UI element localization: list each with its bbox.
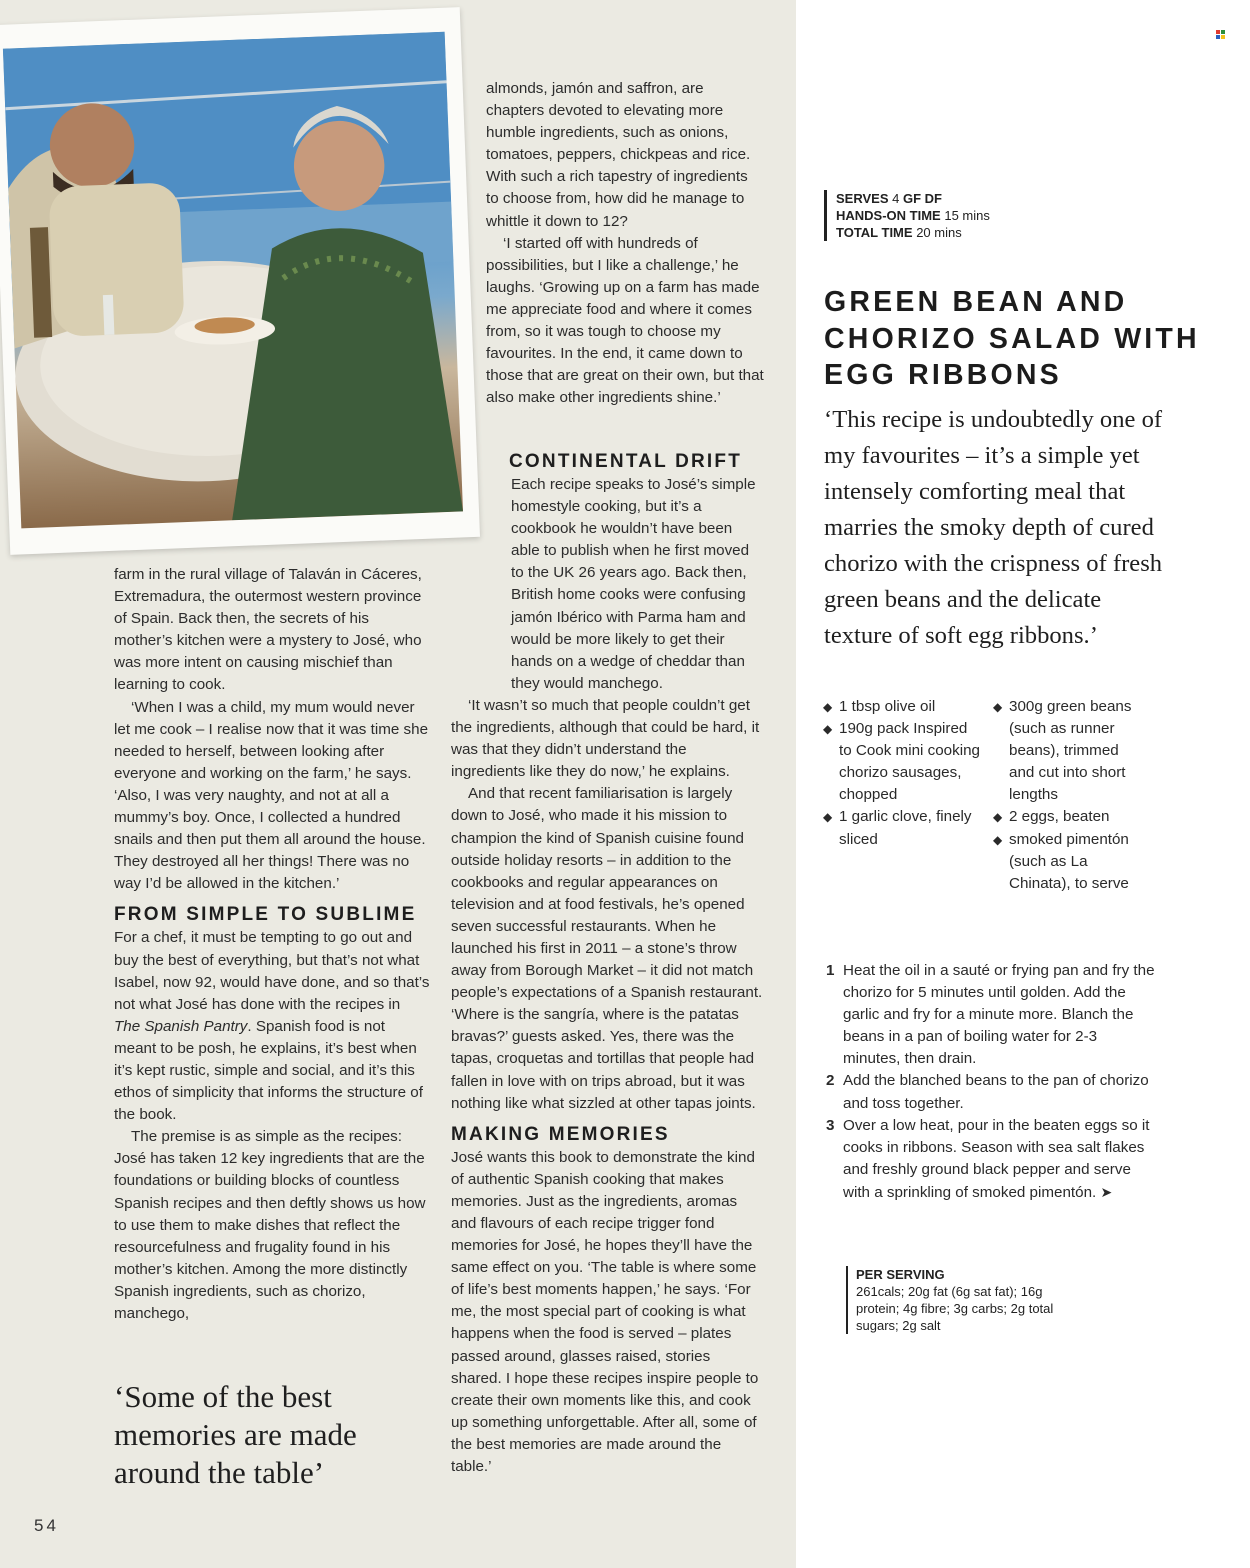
serves-value: 4 [892, 191, 900, 206]
left-paragraph-3 [114, 927, 430, 1126]
nutrition-box [846, 1266, 1076, 1334]
ingredient-item [993, 806, 1148, 828]
photo-scene-icon [3, 32, 463, 529]
subheading-simple-to-sublime: FROM SIMPLE TO SUBLIME [114, 904, 417, 926]
diamond-bullet-icon: ◆ [823, 722, 833, 737]
middle-paragraph-1: almonds, jamón and saffron, are chapters devoted to elevating more humble ingredients, such as onions, tomatoes, peppers, chickpeas and rice. With such a rich tapestry of ingredients to choose from, how did he manage to whittle it down to 12? [486, 80, 751, 230]
article-column-middle-top [486, 78, 764, 409]
serves-line [836, 190, 990, 207]
step-text: Over a low heat, pour in the beaten eggs so it cooks in ribbons. Season with sea salt flakes and freshly ground black pepper and serve with a sprinkling of smoked pimentón. [843, 1116, 1150, 1201]
ingredient-text: 1 tbsp olive oil [839, 698, 936, 715]
article-column-left [114, 564, 430, 1325]
diamond-bullet-icon: ◆ [993, 700, 1003, 714]
recipe-intro: ‘This recipe is undoubtedly one of my favourites – it’s a simple yet intensely comforting meal that marries the smoky depth of cured chorizo with the crispness of fresh green beans and the delicate texture of soft egg ribbons.’ [824, 406, 1163, 649]
ingredient-item [993, 696, 1148, 806]
ingredient-text: 2 eggs, beaten [1009, 808, 1110, 826]
step-number: 1 [826, 962, 835, 979]
pull-quote: ‘Some of the best memories are made around the table’ [114, 1379, 357, 1490]
hands-on-value: 15 mins [944, 208, 990, 223]
total-time-value: 20 mins [916, 225, 962, 240]
middle-paragraph-3: Each recipe speaks to José’s simple homestyle cooking, but it’s a cookbook he wouldn’t have been able to publish when he first moved to the UK 26 years ago. Back then, British home cooks were confusing jamón Ibérico with Parma ham and would be more likely to get their hands on a wedge of cheddar than they would manchego. [511, 476, 756, 692]
middle-paragraph-5: And that recent familiarisation is largely down to José, who made it his mission to champion the kind of Spanish cuisine found outside holiday resorts – in addition to the cookbooks and regular appearances on television and at food festivals, he’s opened seven successful restaurants. When he launched his first in 2011 – a stone’s throw away from Borough Market – it did not match people’s expectations of a Spanish restaurant. ‘Where is the sangría, where is the patatas bravas?’ guests asked. Yes, there was the tapas, croquetas and tortillas that people had fallen in love with on trips abroad, but it was nothing like what sizzled at other tapas joints. [451, 785, 763, 1112]
step-text: Add the blanched beans to the pan of chorizo and toss together. [843, 1072, 1149, 1112]
step-number: 2 [826, 1072, 835, 1090]
middle-paragraph-6: José wants this book to demonstrate the kind of authentic Spanish cooking that makes memories. Just as the ingredients, aromas and flavours of each recipe trigger fond memories for José, he hopes they’ll have the same effect on you. ‘The table is where some of life’s best moments happen,’ he says. ‘For me, the most special part of cooking is what happens when the food is served – plates passed around, glasses raised, stories shared. I hope these recipes inspire people to create their own moments like this, and cook up something unforgettable. After all, some of the best memories are made around the table.’ [451, 1148, 759, 1476]
article-photo [0, 7, 480, 555]
subheading-making-memories: MAKING MEMORIES [451, 1123, 670, 1145]
ingredient-text: 190g pack Inspired to Cook mini cooking chorizo sausages, chopped [839, 720, 980, 804]
total-time-line [836, 224, 990, 241]
left-paragraph-2: ‘When I was a child, my mum would never let me cook – I realise now that it was time she needed to herself, between looking after everyone and working on the farm,’ he says. ‘Also, I was very naughty, and not at all a mummy’s boy. Once, I collected a hundred snails and then put them all around the house. They destroyed all her things! There was no way I’d be allowed in the kitchen.’ [114, 698, 429, 893]
hands-on-line [836, 207, 990, 224]
serves-label: SERVES [836, 191, 889, 206]
method-step [826, 1070, 1156, 1114]
step-text: Heat the oil in a sauté or frying pan and fry the chorizo for 5 minutes until golden. Add the garlic and fry for a minute more. Blanch the beans in a pan of boiling water for 2-3 minutes, then drain. [843, 962, 1155, 1068]
left-paragraph-1: farm in the rural village of Talaván in Cáceres, Extremadura, the outermost western province of Spain. Back then, the secrets of his mother’s kitchen were a mystery to José, who was more intent on causing mischief than learning to cook. [114, 566, 422, 694]
ingredients-left [823, 696, 983, 851]
diamond-bullet-icon: ◆ [823, 700, 833, 714]
step-number: 3 [826, 1116, 835, 1134]
total-time-label: TOTAL TIME [836, 225, 913, 240]
ingredient-text: 1 garlic clove, finely sliced [839, 808, 972, 848]
ingredient-item [823, 806, 983, 850]
ingredient-item [823, 718, 983, 806]
recipe-title: GREEN BEAN AND CHORIZO SALAD WITH EGG RIBBONS [824, 286, 1200, 391]
nutrition-text: 261cals; 20g fat (6g sat fat); 16g protein; 4g fibre; 3g carbs; 2g total sugars; 2g salt [856, 1284, 1054, 1333]
subheading-continental-drift: CONTINENTAL DRIFT [509, 451, 743, 472]
diamond-bullet-icon: ◆ [993, 810, 1003, 825]
ingredients-right [993, 696, 1148, 895]
method-step [826, 960, 1156, 1070]
nutrition-label: PER SERVING [856, 1267, 945, 1282]
ingredient-text: 300g green beans (such as runner beans), trimmed and cut into short lengths [1009, 698, 1132, 804]
hands-on-label: HANDS-ON TIME [836, 208, 941, 223]
method-step [826, 1115, 1156, 1204]
arrow-right-icon: ➤ [1100, 1183, 1113, 1200]
recipe-meta [824, 190, 990, 241]
diamond-bullet-icon: ◆ [993, 832, 1003, 847]
diet-tags: GF DF [903, 191, 942, 206]
middle-paragraph-4: ‘It wasn’t so much that people couldn’t get the ingredients, although that could be hard, it was that they didn’t understand the ingredients like they do now,’ he explains. [451, 696, 760, 781]
ingredient-text: smoked pimentón (such as La Chinata), to serve [1009, 830, 1129, 892]
photo-image [3, 32, 463, 529]
method-steps [826, 960, 1156, 1204]
left-paragraph-4: The premise is as simple as the recipes: José has taken 12 key ingredients that are the foundations or building blocks of countless Spanish recipes and then deftly shows us how to use them to make dishes that reflect the resourcefulness and frugality found in his mother’s kitchen. Among the more distinctly Spanish ingredients, such as chorizo, manchego, [114, 1128, 426, 1322]
ingredient-item [823, 696, 983, 718]
middle-paragraph-2: ‘I started off with hundreds of possibilities, but I like a challenge,’ he laughs. ‘Growing up on a farm has made me appreciate food and where it comes from, so it was tough to choose my favourites. In the end, it came down to those that are great on their own, but that also make other ingredients shine.’ [486, 234, 764, 407]
page-number: 54 [34, 1516, 59, 1535]
ingredient-item [993, 829, 1148, 895]
book-title: The Spanish Pantry [114, 1017, 248, 1035]
left-paragraph-3a: For a chef, it must be tempting to go out and buy the best of everything, but that’s not what Isabel, now 92, would have done, and so that’s not what José has done with the recipes in [114, 929, 430, 1013]
colour-registration-icon [1216, 30, 1225, 39]
diamond-bullet-icon: ◆ [823, 810, 833, 825]
left-paragraph-3b: . Spanish food is not meant to be posh, he explains, it’s best when it’s kept rustic, simple and social, and it’s this ethos of simplicity that informs the structure of the book. [114, 1017, 423, 1124]
article-column-middle [451, 450, 764, 1478]
